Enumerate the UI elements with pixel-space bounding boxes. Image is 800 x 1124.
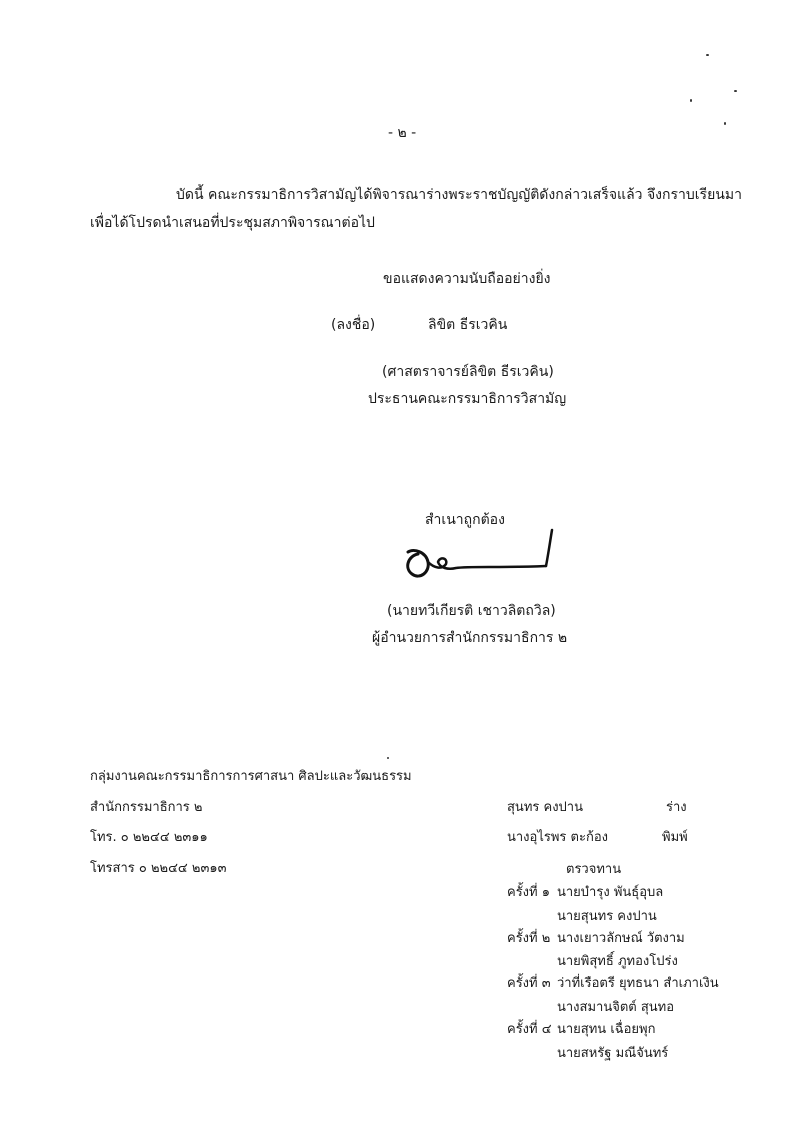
body-paragraph-line-2: เพื่อได้โปรดนำเสนอที่ประชุมสภาพิจารณาต่อไป [90, 215, 375, 231]
closing-phrase: ขอแสดงความนับถืออย่างยิ่ง [383, 271, 551, 287]
contact-office: สำนักกรรมาธิการ ๒ [90, 800, 203, 815]
check-round-1-label: ครั้งที่ ๑ [507, 885, 550, 900]
certifier-position: ผู้อำนวยการสำนักกรรมาธิการ ๒ [372, 630, 568, 646]
signatory-position: ประธานคณะกรรมาธิการวิสามัญ [368, 391, 567, 407]
scan-speck [734, 90, 737, 92]
check-round-2-name-1: นางเยาวลักษณ์ วัตงาม [557, 931, 685, 946]
check-round-3-name-2: นางสมานจิตต์ สุนทอ [557, 1000, 675, 1015]
contact-phone: โทร. ๐ ๒๒๔๔ ๒๓๑๑ [90, 830, 208, 845]
drafter-name: สุนทร คงปาน [507, 800, 583, 815]
check-round-3-label: ครั้งที่ ๓ [507, 976, 551, 991]
check-round-1-name-1: นายบำรุง พันธุ์อุบล [557, 885, 664, 900]
check-round-4-label: ครั้งที่ ๔ [507, 1022, 552, 1037]
typist-role: พิมพ์ [662, 830, 688, 845]
page-number: - ๒ - [388, 125, 417, 141]
check-round-4-name-2: นายสหรัฐ มณีจันทร์ [557, 1046, 669, 1061]
signature-label: (ลงชื่อ) [331, 317, 376, 333]
drafter-role: ร่าง [666, 800, 687, 815]
check-round-2-label: ครั้งที่ ๒ [507, 931, 551, 946]
handwritten-signature [400, 526, 560, 584]
body-paragraph-line-1: บัดนี้ คณะกรรมาธิการวิสามัญได้พิจารณาร่างพระราชบัญญัติดังกล่าวเสร็จแล้ว จึงกราบเรียนมา [176, 187, 742, 203]
scan-speck [387, 757, 389, 759]
typist-name: นางอุไรพร ตะก้อง [507, 830, 608, 845]
check-round-3-name-1: ว่าที่เรือตรี ยุทธนา สำเภาเงิน [557, 976, 719, 991]
certifier-name: (นายทวีเกียรติ เชาวลิตถวิล) [387, 603, 556, 619]
scan-speck [706, 54, 709, 56]
contact-division: กลุ่มงานคณะกรรมาธิการการศาสนา ศิลปะและวัฒนธรรม [90, 769, 412, 784]
check-round-1-name-2: นายสุนทร คงปาน [557, 909, 657, 924]
check-round-2-name-2: นายพิสุทธิ์ ภูทองโปร่ง [557, 954, 678, 969]
scan-speck [724, 122, 726, 125]
checking-title: ตรวจทาน [566, 862, 622, 877]
contact-fax: โทรสาร ๐ ๒๒๔๔ ๒๓๑๓ [90, 861, 227, 876]
scan-speck [690, 99, 692, 102]
signatory-full-name: (ศาสตราจารย์ลิขิต ธีรเวคิน) [382, 364, 554, 380]
certified-copy-title: สำเนาถูกต้อง [425, 512, 505, 528]
signature-name: ลิขิต ธีรเวคิน [428, 317, 508, 333]
check-round-4-name-1: นายสุทน เฉื่อยพุก [557, 1022, 656, 1037]
